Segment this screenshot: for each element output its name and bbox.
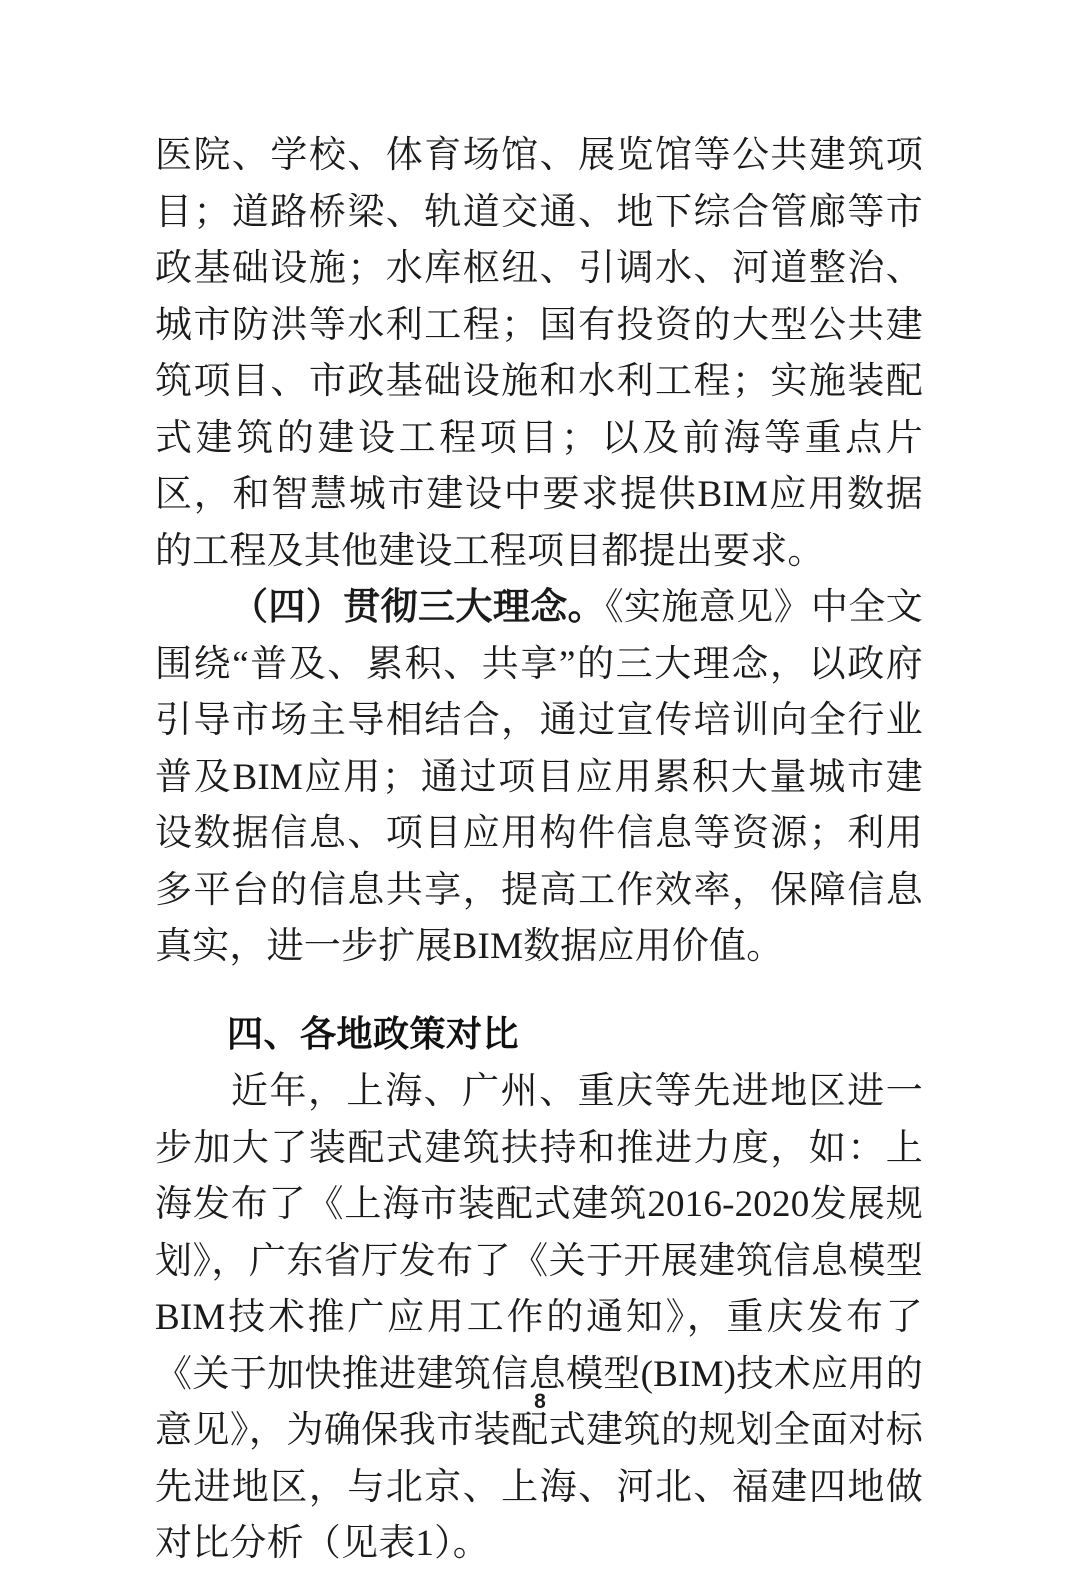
paragraph-continued-from-previous-page: 医院、学校、体育场馆、展览馆等公共建筑项目；道路桥梁、轨道交通、地下综合管廊等市政基础设施；水库枢纽、引调水、河道整治、城市防洪等水利工程；国有投资的大型公共建筑项目、市政基础设施和水利工程；实施装配式建筑的建设工程项目；以及前海等重点片区，和智慧城市建设中要求提供BIM应用数据的工程及其他建设工程项目都提出要求。 — [155, 135, 923, 572]
paragraph-policy-comparison: 近年，上海、广州、重庆等先进地区进一步加大了装配式建筑扶持和推进力度，如：上海发布了《上海市装配式建筑2016-2020发展规划》，广东省厅发布了《关于开展建筑信息模型BIM技术推广应用工作的通知》，重庆发布了《关于加快推进建筑信息模型(BIM)技术应用的意见》，为确保我市装配式建筑的规划全面对标先进地区，与北京、上海、河北、福建四地做对比分析（见表1）。 — [155, 1071, 923, 1564]
paragraph-item-four-lead: （四）贯彻三大理念。 — [231, 587, 606, 628]
section-heading-policy-comparison: 四、各地政策对比 — [227, 1012, 520, 1054]
document-text-column — [155, 128, 923, 1573]
heading-top-spacer — [155, 976, 923, 1006]
page-number: 8 — [534, 1390, 546, 1413]
paragraph-item-four-body: 《实施意见》中全文围绕“普及、累积、共享”的三大理念，以政府引导市场主导相结合，通过宣传培训向全行业普及BIM应用；通过项目应用累积大量城市建设数据信息、项目应用构件信息等资源；利用多平台的信息共享，提高工作效率，保障信息真实，进一步扩展BIM数据应用价值。 — [155, 587, 924, 967]
paragraph-item-four — [155, 580, 923, 976]
